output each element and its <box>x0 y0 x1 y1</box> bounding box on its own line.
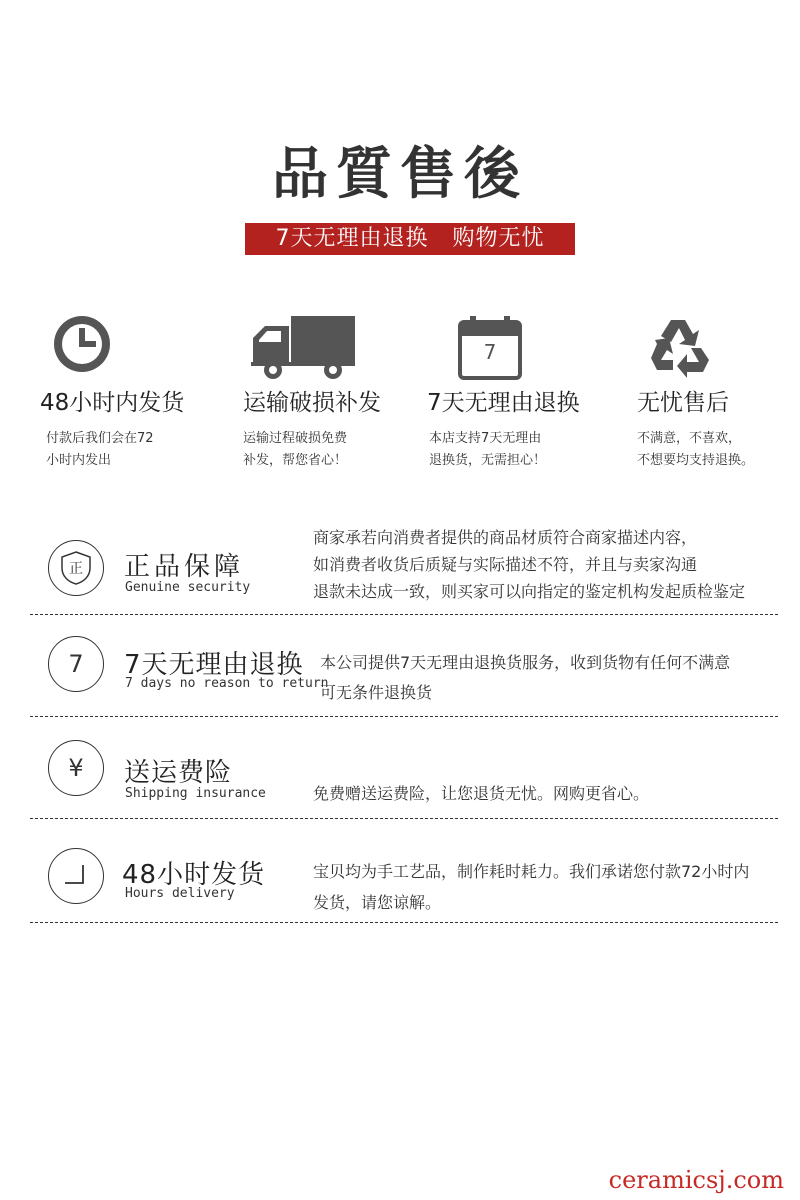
seven-icon: 7 <box>48 636 104 692</box>
divider <box>30 716 778 717</box>
row-desc: 免费赠送运费险，让您退货无忧。网购更省心。 <box>313 784 650 803</box>
row-title: 7天无理由退换 <box>124 650 304 680</box>
genuine-shield-icon: 正 <box>48 540 104 596</box>
feature-title: 运输破损补发 <box>243 390 381 416</box>
clock-hands-icon <box>48 848 104 904</box>
recycle-icon <box>649 314 713 378</box>
row-desc: 商家承若向消费者提供的商品材质符合商家描述内容， 如消费者收货后质疑与实际描述不符，并且与卖家沟通 退款未达成一致，则买家可以向指定的鉴定机构发起质检鉴定 <box>313 528 746 601</box>
feature-title: 48小时内发货 <box>40 390 185 416</box>
site-watermark: ceramicsj.com <box>608 1166 784 1194</box>
feature-desc: 本店支持7天无理由 退换货，无需担心！ <box>429 431 547 468</box>
truck-icon <box>251 316 355 386</box>
row-desc: 宝贝均为手工艺品，制作耗时耗力。我们承诺您付款72小时内 发货，请您谅解。 <box>313 862 750 912</box>
divider <box>30 614 778 615</box>
row-subtitle: Shipping insurance <box>125 786 266 801</box>
calendar-icon <box>458 314 522 380</box>
feature-title: 7天无理由退换 <box>427 390 580 416</box>
divider <box>30 922 778 923</box>
row-title: 送运费险 <box>124 758 233 788</box>
row-subtitle: 7 days no reason to return <box>125 676 329 691</box>
yen-icon: ¥ <box>48 740 104 796</box>
promo-banner: 7天无理由退换 购物无忧 <box>245 223 575 255</box>
feature-desc: 付款后我们会在72 小时内发出 <box>46 431 154 468</box>
feature-title: 无忧售后 <box>637 390 729 416</box>
row-subtitle: Genuine security <box>125 580 251 595</box>
divider <box>30 818 778 819</box>
calendar-number: 7 <box>483 340 497 364</box>
clock-icon <box>52 314 132 384</box>
row-desc: 本公司提供7天无理由退换货服务，收到货物有任何不满意 可无条件退换货 <box>320 653 731 702</box>
page-title: 品質售後 <box>272 142 528 207</box>
row-title: 48小时发货 <box>122 860 266 890</box>
row-subtitle: Hours delivery <box>125 886 235 901</box>
feature-desc: 不满意，不喜欢， 不想要均支持退换。 <box>637 431 755 468</box>
feature-desc: 运输过程破损免费 补发，帮您省心！ <box>243 431 348 468</box>
row-title: 正品保障 <box>124 552 245 582</box>
